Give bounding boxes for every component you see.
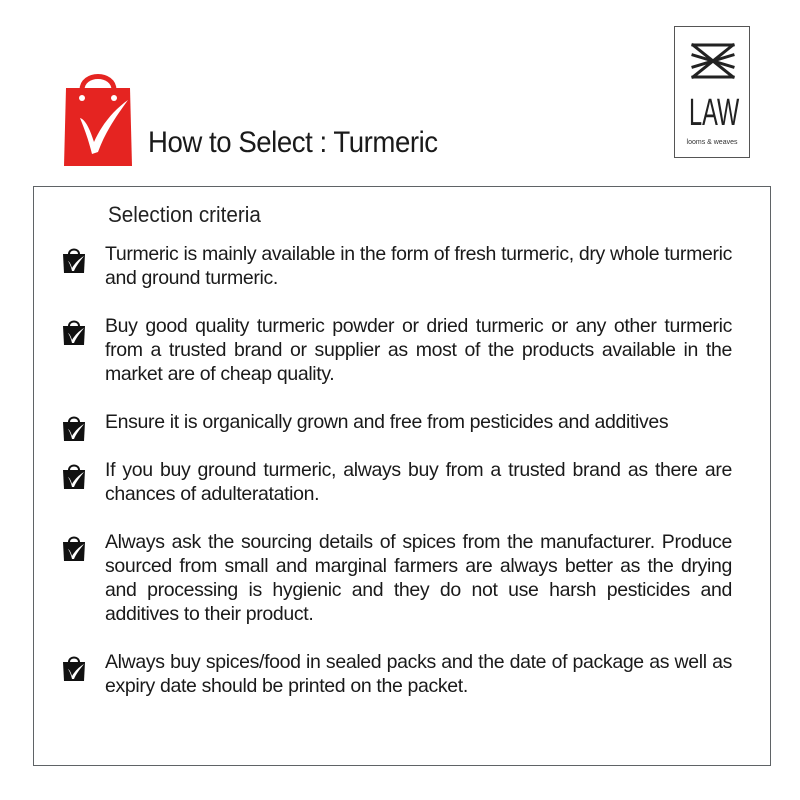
criteria-list — [62, 242, 732, 722]
criteria-item — [62, 410, 732, 434]
criteria-text: Ensure it is organically grown and free from pesticides and additives — [105, 411, 669, 433]
brand-tagline: looms & weaves — [686, 139, 738, 146]
bag-check-icon — [62, 246, 86, 274]
criteria-text: Turmeric is mainly available in the form of fresh turmeric, dry whole turmeric and ground turmeric. — [105, 243, 732, 289]
criteria-item — [62, 458, 732, 506]
bag-check-icon — [62, 534, 86, 562]
criteria-text: Buy good quality turmeric powder or dried turmeric or any other turmeric from a trusted brand or supplier as most of the products available in the market are of cheap quality. — [105, 315, 732, 385]
section-heading: Selection criteria — [108, 202, 261, 227]
criteria-text: Always buy spices/food in sealed packs and the date of package as well as expiry date should be printed on the packet. — [105, 651, 732, 697]
bag-check-icon — [62, 654, 86, 682]
criteria-text: If you buy ground turmeric, always buy from a trusted brand as there are chances of adulteratation. — [105, 459, 732, 505]
brand-logo — [674, 26, 750, 158]
bag-check-icon — [62, 462, 86, 490]
criteria-item — [62, 314, 732, 386]
criteria-text: Always ask the sourcing details of spices from the manufacturer. Produce sourced from small and marginal farmers are always better as the drying and processing is hygienic and they do not use harsh pesticides and additives to their product. — [105, 531, 732, 625]
page-title: How to Select : Turmeric — [148, 126, 438, 159]
shopping-bag-check-icon — [62, 66, 134, 170]
bag-check-icon — [62, 414, 86, 442]
criteria-item — [62, 242, 732, 290]
bag-check-icon — [62, 318, 86, 346]
brand-name: LAW — [689, 92, 740, 134]
criteria-item — [62, 650, 732, 698]
criteria-item — [62, 530, 732, 626]
weave-mark-icon — [691, 41, 735, 81]
